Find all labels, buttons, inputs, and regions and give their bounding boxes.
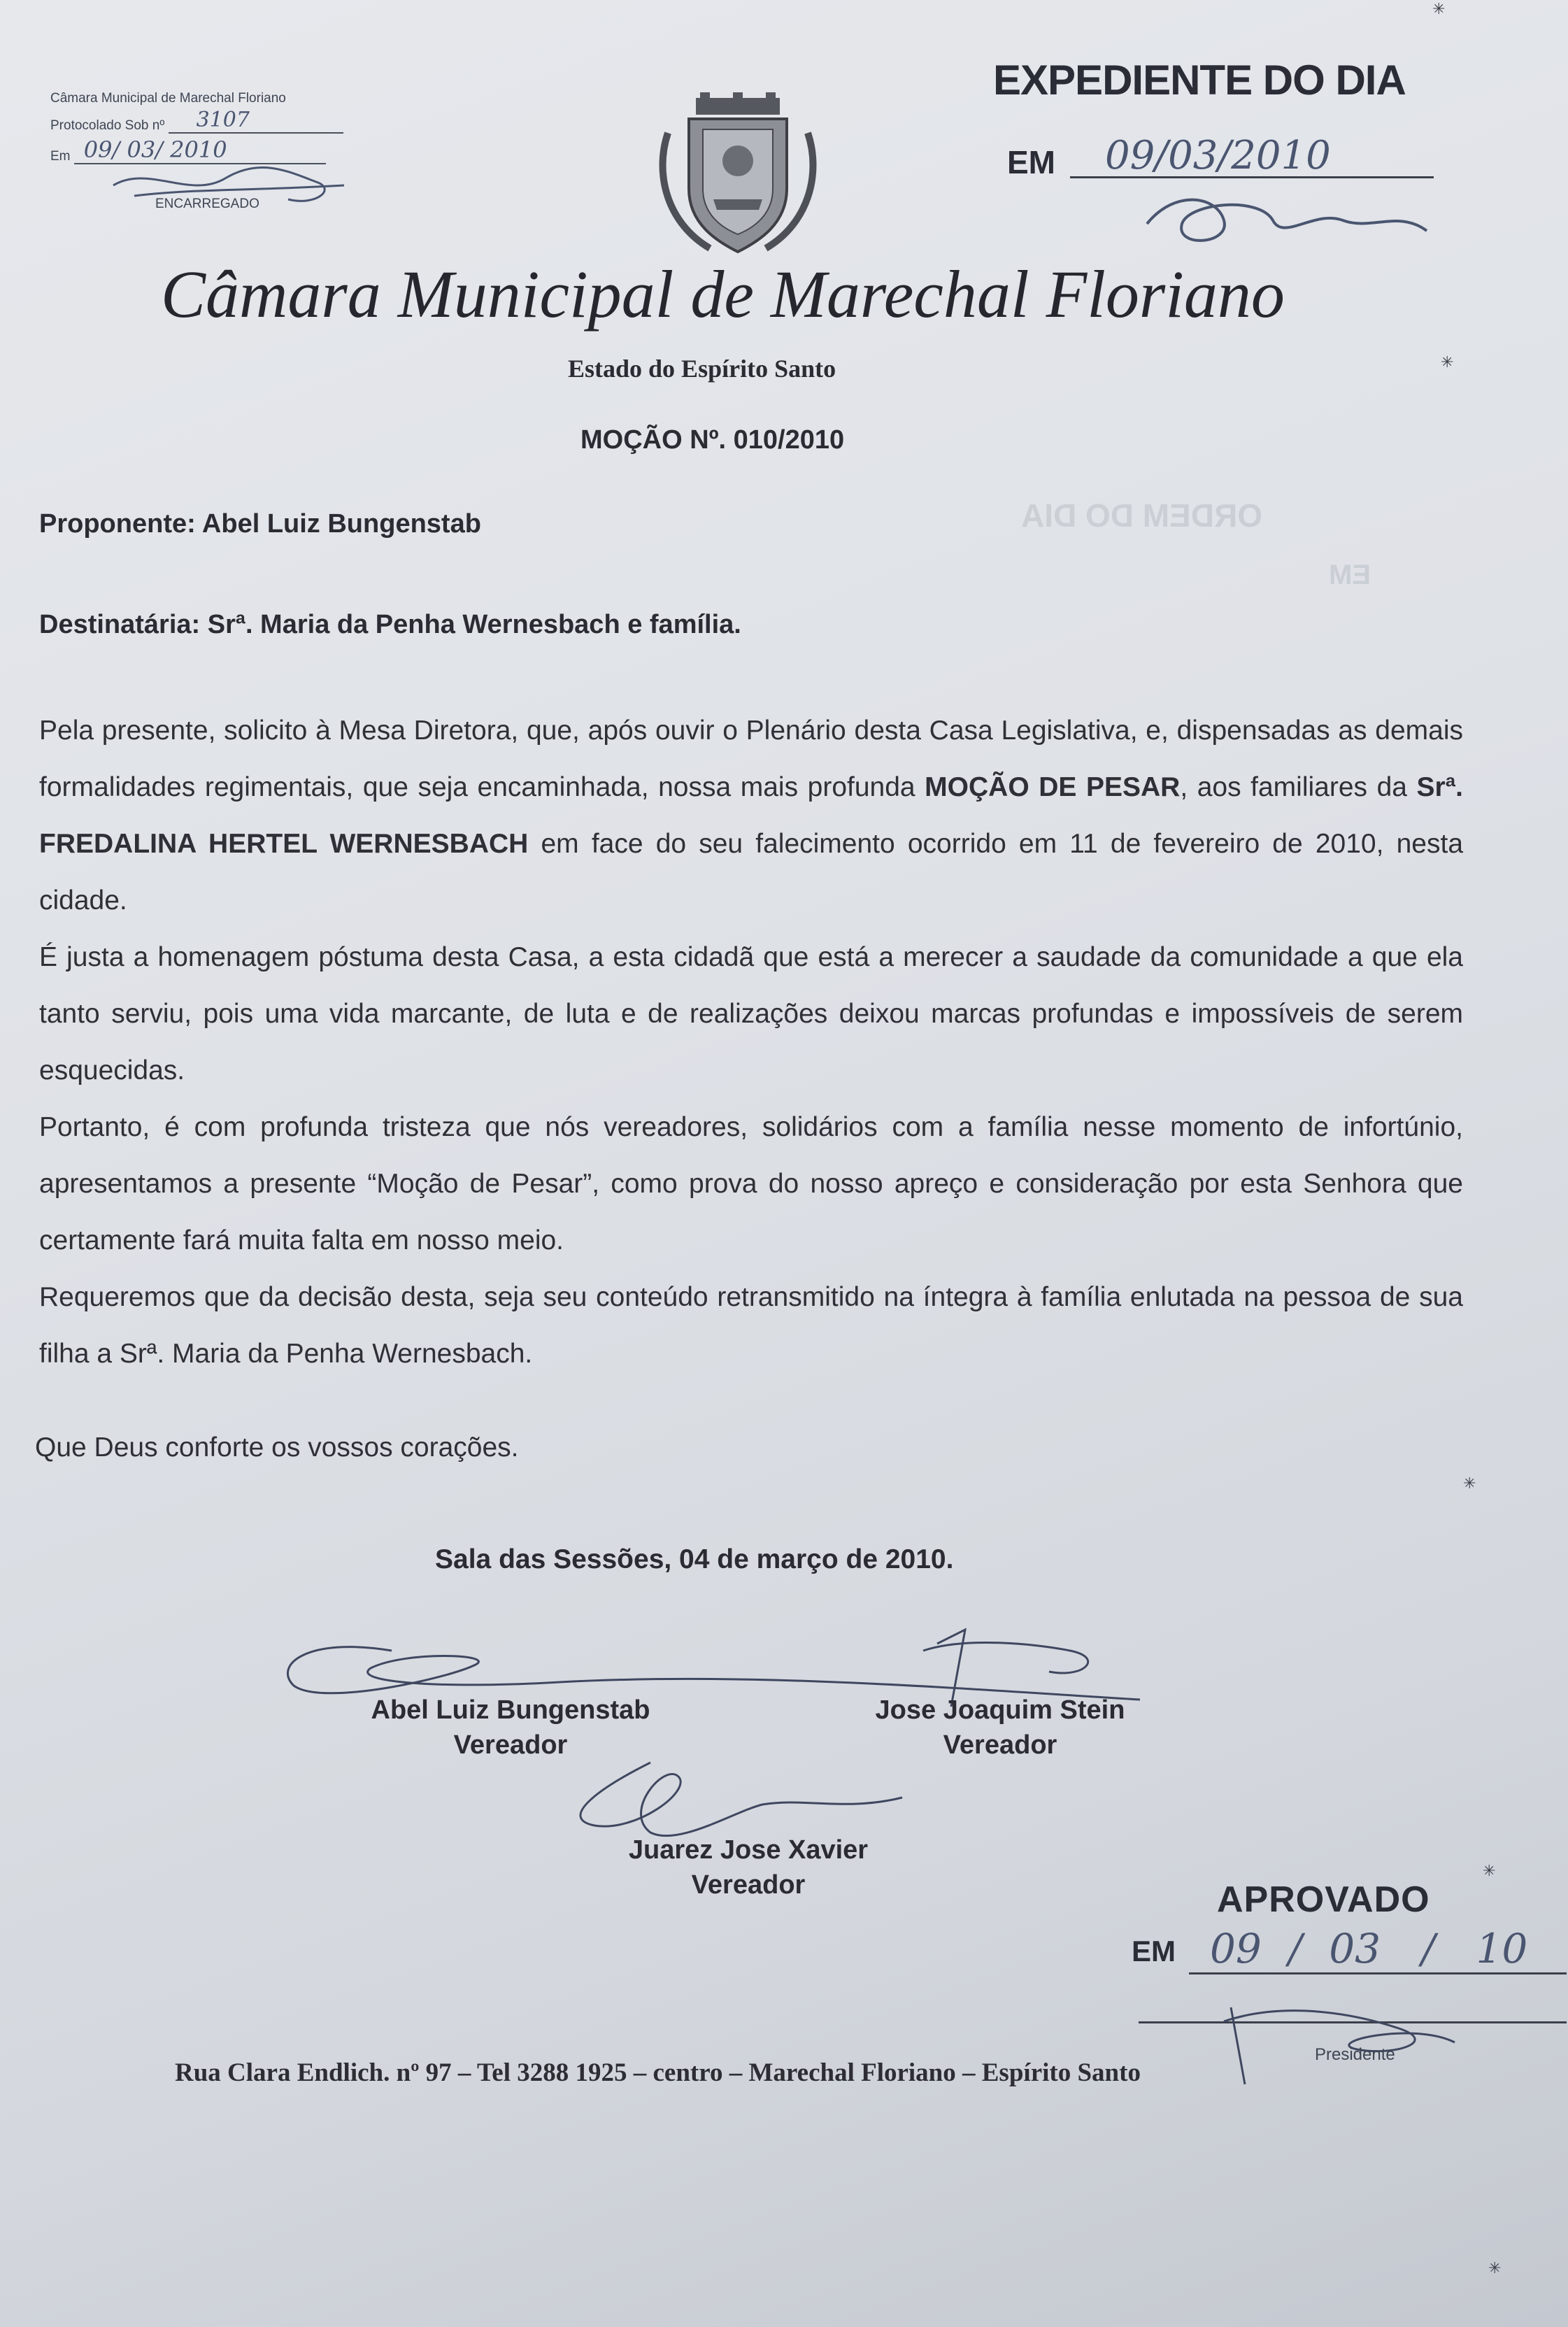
protocol-stamp bbox=[50, 91, 343, 227]
institution-title: Câmara Municipal de Marechal Floriano bbox=[161, 257, 1285, 332]
footer-address: Rua Clara Endlich. nº 97 – Tel 3288 1925 – centro – Marechal Floriano – Espírito Santo bbox=[175, 2058, 1141, 2087]
approval-day: 09 bbox=[1210, 1925, 1262, 1972]
approval-stamp-title: APROVADO bbox=[1217, 1879, 1430, 1920]
signatory-1-name: Abel Luiz Bungenstab bbox=[371, 1695, 650, 1725]
signatory-2-name: Jose Joaquim Stein bbox=[875, 1695, 1125, 1725]
agenda-stamp-em-label: EM bbox=[1007, 144, 1055, 180]
approval-stamp-role: Presidente bbox=[1315, 2045, 1395, 2064]
signatory-3 bbox=[573, 1833, 923, 1902]
signatory-3-role: Vereador bbox=[691, 1870, 806, 1900]
protocol-stamp-institution: Câmara Municipal de Marechal Floriano bbox=[50, 91, 286, 106]
state-subtitle: Estado do Espírito Santo bbox=[568, 355, 836, 383]
signatory-2-role: Vereador bbox=[943, 1730, 1057, 1760]
protocol-role: ENCARREGADO bbox=[155, 197, 259, 211]
agenda-stamp-title: EXPEDIENTE DO DIA bbox=[993, 57, 1406, 104]
approval-stamp-em-label: EM bbox=[1132, 1935, 1176, 1967]
speck-mark: ✳ bbox=[1488, 2259, 1502, 2277]
approval-year: 10 bbox=[1476, 1925, 1528, 1972]
closing-line: Que Deus conforte os vossos corações. bbox=[35, 1432, 519, 1463]
signatory-3-name: Juarez Jose Xavier bbox=[628, 1835, 869, 1865]
paragraph-2: É justa a homenagem póstuma desta Casa, a esta cidadã que está a merecer a saudade da comunidade a que ela tanto serviu, pois uma vida marcante, de luta e de realizações deixou marcas profundas e impossíveis de serem esquecidas. bbox=[39, 942, 1463, 1086]
approval-stamp-date: 09 / 03 / 10 bbox=[1210, 1925, 1528, 1972]
speck-mark: ✳ bbox=[1483, 1862, 1496, 1879]
motion-type: MOÇÃO DE PESAR bbox=[925, 772, 1181, 802]
approval-month: 03 bbox=[1329, 1925, 1381, 1972]
motion-body bbox=[39, 702, 1463, 1382]
agenda-stamp-date: 09/03/2010 bbox=[1105, 133, 1331, 178]
signatory-1-role: Vereador bbox=[453, 1730, 568, 1760]
ghost-stamp-em: EM bbox=[1329, 560, 1371, 590]
protocol-number-label: Protocolado Sob nº bbox=[50, 118, 165, 133]
protocol-date-value: 09/ 03/ 2010 bbox=[74, 136, 326, 164]
speck-mark: ✳ bbox=[1441, 353, 1454, 371]
agenda-stamp-signature bbox=[1133, 182, 1441, 259]
protocol-date-label: Em bbox=[50, 149, 71, 164]
session-line: Sala das Sessões, 04 de março de 2010. bbox=[435, 1544, 954, 1574]
deceased-name: Srª. FREDALINA HERTEL WERNESBACH bbox=[39, 772, 1464, 859]
speck-mark: ✳ bbox=[1432, 0, 1446, 17]
proponent: Proponente: Abel Luiz Bungenstab bbox=[39, 509, 481, 539]
paragraph-1: Pela presente, solicito à Mesa Diretora, que, após ouvir o Plenário desta Casa Legislativa, e, dispensadas as demais formalidades regimentais, que seja encaminhada, nossa mais profunda MOÇÃO DE PESAR, aos familiares da Srª. FREDALINA HERTEL WERNESBACH em face do seu falecimento ocorrido em 11 de fevereiro de 2010, nesta cidade. bbox=[39, 716, 1464, 916]
protocol-number-value: 3107 bbox=[169, 108, 343, 134]
paragraph-4: Requeremos que da decisão desta, seja seu conteúdo retransmitido na íntegra à família enlutada na pessoa de sua filha a Srª. Maria da Penha Wernesbach. bbox=[39, 1282, 1463, 1369]
approval-signature bbox=[1217, 1979, 1469, 2091]
coat-of-arms-icon bbox=[654, 91, 822, 259]
paragraph-3: Portanto, é com profunda tristeza que nós vereadores, solidários com a família nesse momento de infortúnio, apresentamos a presente “Moção de Pesar”, como prova do nosso apreço e consideração por esta Senhora que certamente fará muita falta em nosso meio. bbox=[39, 1112, 1463, 1255]
recipient: Destinatária: Srª. Maria da Penha Wernesbach e família. bbox=[39, 610, 741, 639]
ghost-stamp-title: ORDEM DO DIA bbox=[1021, 497, 1262, 534]
speck-mark: ✳ bbox=[1463, 1474, 1476, 1492]
motion-number: MOÇÃO Nº. 010/2010 bbox=[580, 425, 845, 455]
